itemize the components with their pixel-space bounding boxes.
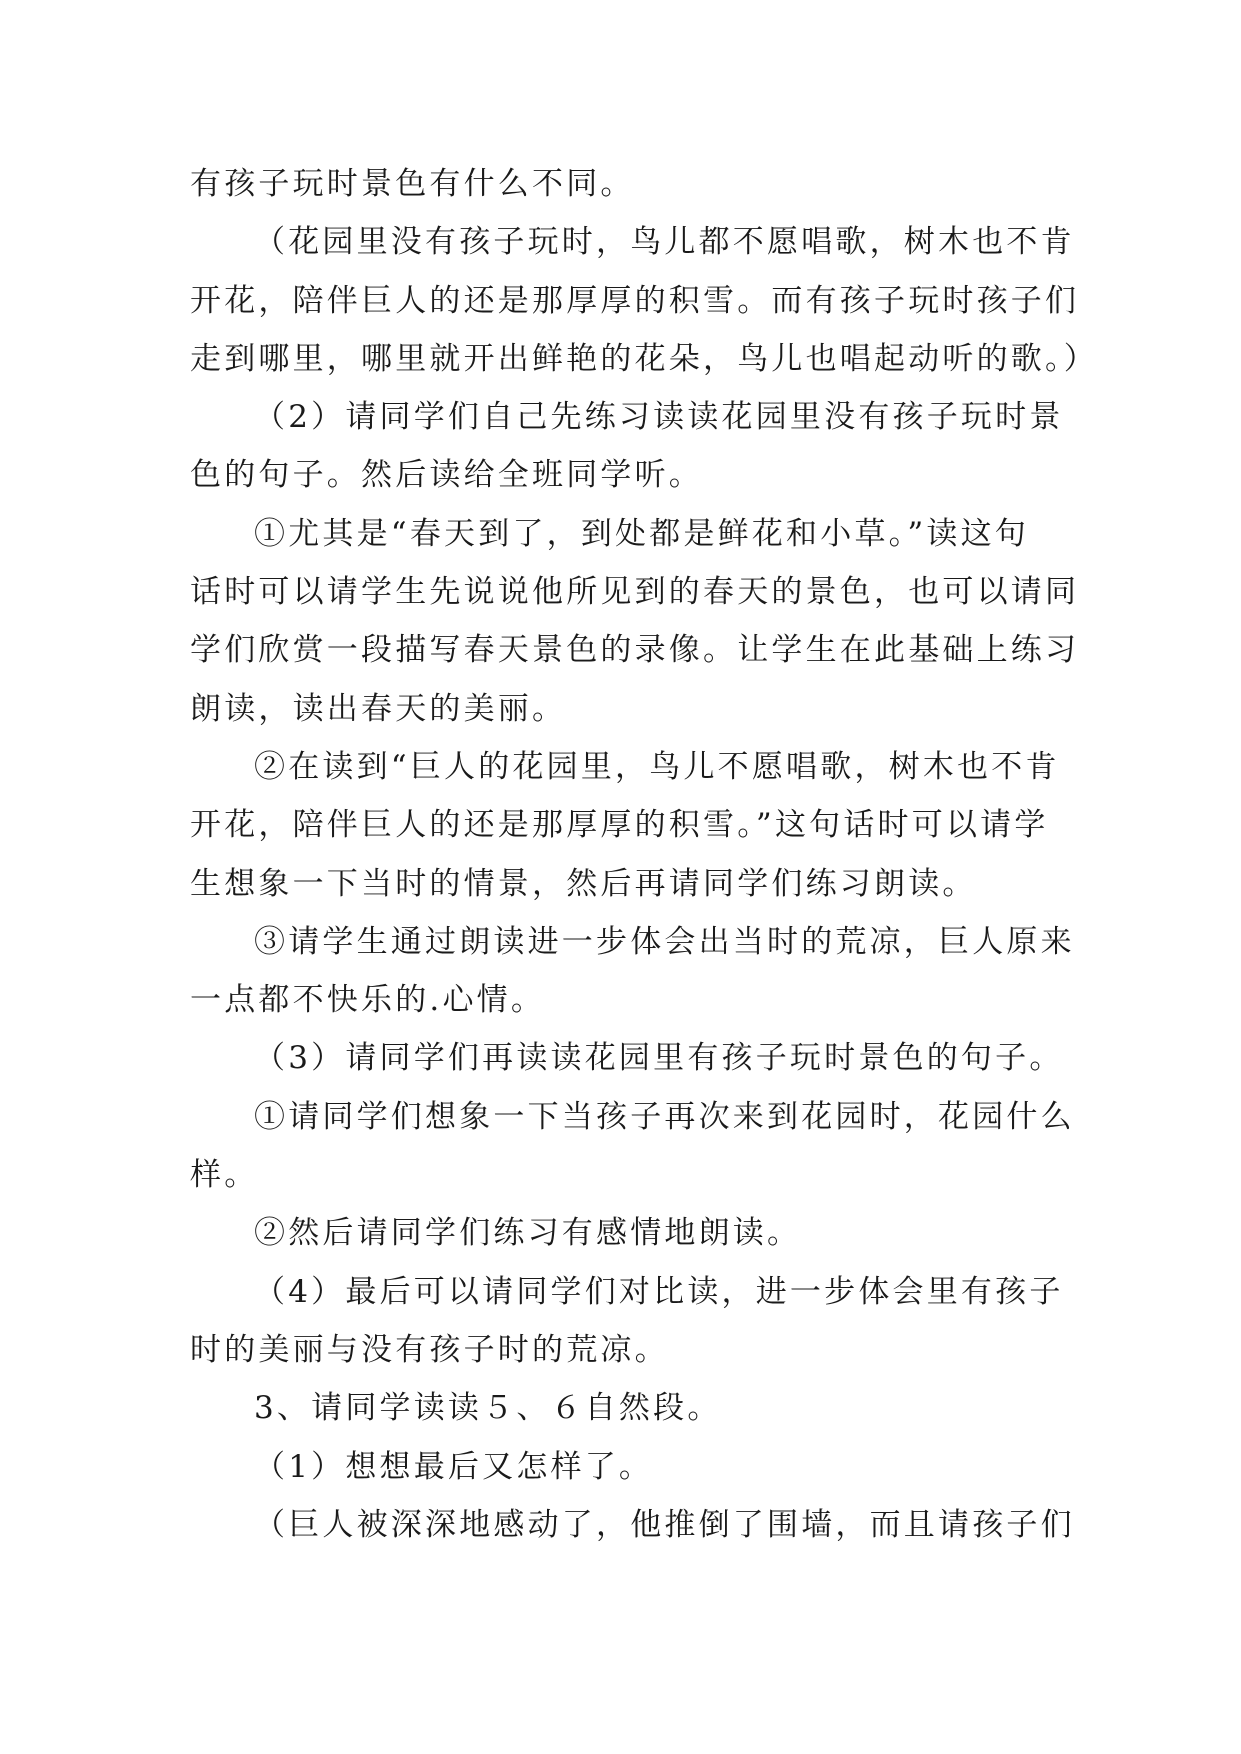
text-line: ①尤其是“春天到了，到处都是鲜花和小草。”读这句 [254,515,1029,552]
text-line: 朗读，读出春天的美丽。 [190,690,567,727]
text-line: （2）请同学们自己先练习读读花园里没有孩子玩时景 [254,399,1064,436]
body-text [190,155,1098,1554]
text-line: ②在读到“巨人的花园里，鸟儿不愿唱歌，树木也不肯 [254,748,1060,785]
text-line: 开花，陪伴巨人的还是那厚厚的积雪。而有孩子玩时孩子们 [190,282,1080,319]
text-line: ①请同学们想象一下当孩子再次来到花园时，花园什么 [254,1098,1075,1135]
text-line: 走到哪里，哪里就开出鲜艳的花朵，鸟儿也唱起动听的歌。） [190,340,1098,377]
text-line: 生想象一下当时的情景，然后再请同学们练习朗读。 [190,865,977,902]
text-line: 有孩子玩时景色有什么不同。 [190,166,635,202]
text-line: 3、请同学读读５、６自然段。 [254,1390,722,1427]
text-line: 一点都不快乐的.心情。 [190,982,546,1019]
text-line: 色的句子。然后读给全班同学听。 [190,457,703,494]
text-line: （1）想想最后又怎样了。 [254,1448,654,1485]
text-line: （花园里没有孩子玩时，鸟儿都不愿唱歌，树木也不肯 [254,224,1075,261]
text-line: （4）最后可以请同学们对比读，进一步体会里有孩子 [254,1273,1064,1310]
text-line: （巨人被深深地感动了，他推倒了围墙，而且请孩子们 [254,1506,1075,1543]
text-line: 学们欣赏一段描写春天景色的录像。让学生在此基础上练习 [190,632,1080,669]
text-line: 时的美丽与没有孩子时的荒凉。 [190,1331,669,1368]
text-line: 开花，陪伴巨人的还是那厚厚的积雪。”这句话时可以请学 [190,807,1049,844]
text-line: （3）请同学们再读读花园里有孩子玩时景色的句子。 [254,1040,1064,1077]
text-line: 样。 [190,1157,259,1194]
text-line: ②然后请同学们练习有感情地朗读。 [254,1215,802,1252]
text-line: 话时可以请学生先说说他所见到的春天的景色，也可以请同 [190,574,1080,611]
text-line: ③请学生通过朗读进一步体会出当时的荒凉，巨人原来 [254,923,1075,960]
